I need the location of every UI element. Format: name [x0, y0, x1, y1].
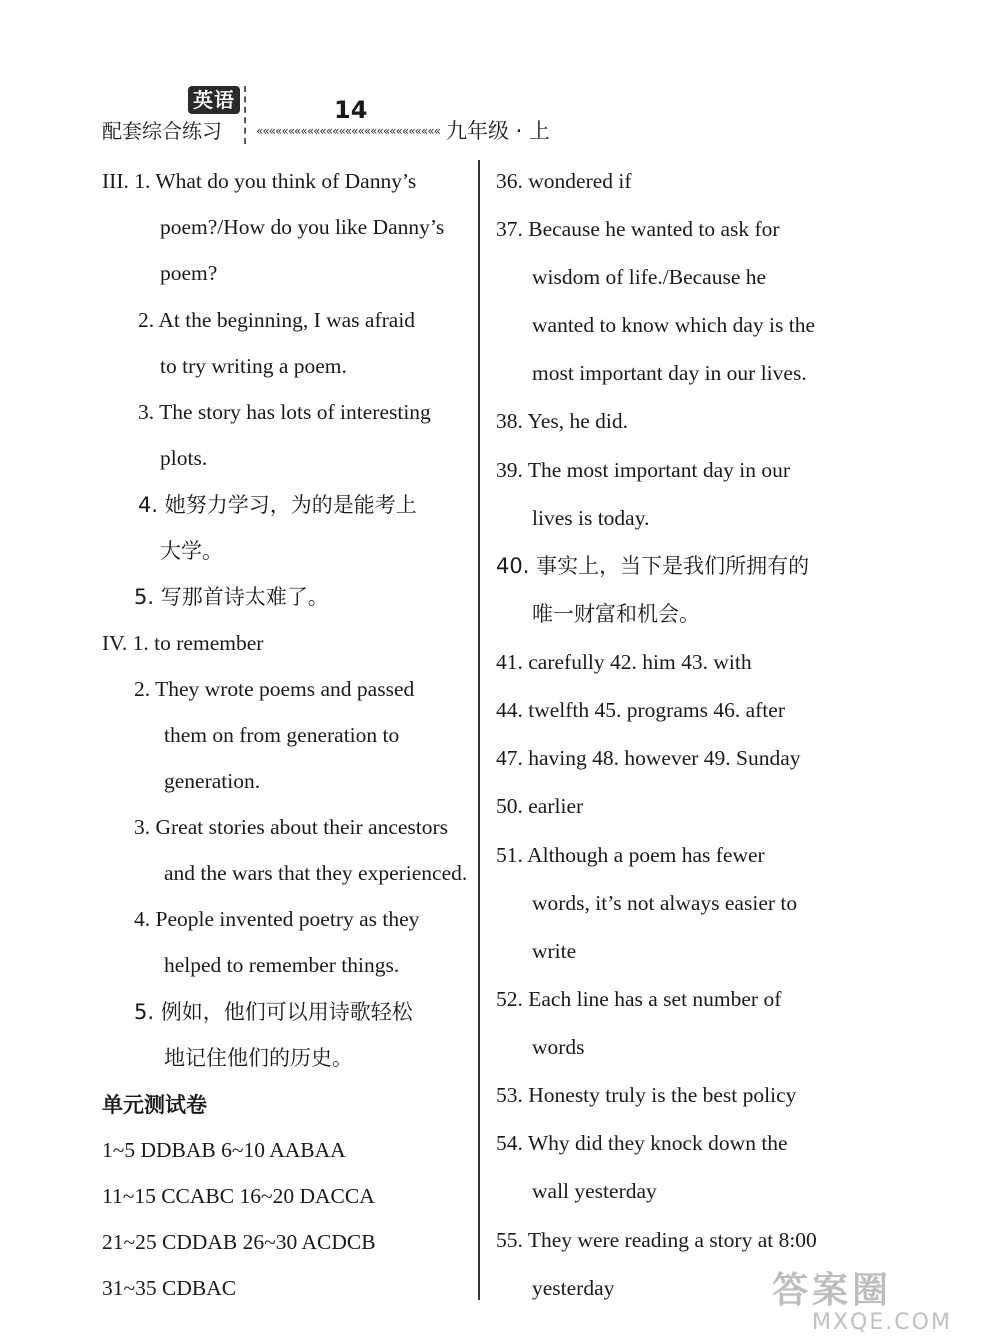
answer-line: words, it’s not always easier to: [532, 891, 798, 915]
grade-label: 九年级 · 上: [446, 119, 551, 143]
answer-line: 唯一财富和机会。: [532, 602, 700, 626]
page-header: [0, 0, 1000, 160]
answer-line: 52. Each line has a set number of: [496, 987, 782, 1011]
answer-line: wanted to know which day is the: [532, 313, 816, 337]
watermark-url: MXQE.COM: [812, 1310, 952, 1335]
answer-line: 53. Honesty truly is the best policy: [496, 1083, 797, 1107]
answer-line: 40. 事实上，当下是我们所拥有的: [496, 554, 810, 578]
answer-line: 2. They wrote poems and passed: [134, 677, 415, 701]
watermark-logo: [772, 1262, 990, 1338]
answer-line: 2. At the beginning, I was afraid: [138, 308, 416, 332]
answer-line: them on from generation to: [164, 723, 400, 747]
answer-line: most important day in our lives.: [532, 361, 807, 385]
answer-line: poem?/How do you like Danny’s: [160, 215, 445, 239]
answer-line: 4. 她努力学习，为的是能考上: [138, 493, 417, 517]
answer-line: 51. Although a poem has fewer: [496, 843, 765, 867]
answer-line: helped to remember things.: [164, 953, 400, 977]
answer-line: words: [532, 1035, 585, 1059]
answer-line: wisdom of life./Because he: [532, 265, 767, 289]
answer-line: 5. 写那首诗太难了。: [134, 585, 329, 609]
column-divider: [478, 160, 480, 1300]
answer-line: 41. carefully 42. him 43. with: [496, 650, 752, 674]
arrow-decoration: «««««««««««««««««««««««««««««: [256, 124, 440, 138]
answer-line: plots.: [160, 446, 208, 470]
answer-line: 1~5 DDBAB 6~10 AABAA: [102, 1138, 346, 1162]
answer-line: 地记住他们的历史。: [164, 1046, 353, 1070]
answer-line: yesterday: [532, 1276, 615, 1300]
answer-line: 44. twelfth 45. programs 46. after: [496, 698, 785, 722]
series-title: 配套综合练习: [102, 119, 222, 143]
answer-line: 37. Because he wanted to ask for: [496, 217, 780, 241]
answer-line: and the wars that they experienced.: [164, 861, 468, 885]
answer-line: 5. 例如，他们可以用诗歌轻松: [134, 1000, 413, 1024]
answer-line: 36. wondered if: [496, 169, 632, 193]
answer-line: 39. The most important day in our: [496, 458, 790, 482]
answer-line: 47. having 48. however 49. Sunday: [496, 746, 801, 770]
answer-line: poem?: [160, 261, 218, 285]
answer-line: 38. Yes, he did.: [496, 409, 629, 433]
answer-line: 54. Why did they knock down the: [496, 1131, 788, 1155]
answer-line: wall yesterday: [532, 1179, 657, 1203]
section-heading: 单元测试卷: [102, 1093, 207, 1117]
answer-line: 3. The story has lots of interesting: [138, 400, 431, 424]
answer-line: lives is today.: [532, 506, 650, 530]
page-number: 14: [334, 96, 368, 124]
answer-line: 21~25 CDDAB 26~30 ACDCB: [102, 1230, 376, 1254]
watermark-text: 答案圈: [772, 1270, 893, 1311]
answer-line: generation.: [164, 769, 261, 793]
answer-line: 3. Great stories about their ancestors: [134, 815, 449, 839]
header-divider: [244, 86, 246, 144]
answer-line: write: [532, 939, 577, 963]
answer-line: 4. People invented poetry as they: [134, 907, 420, 931]
answer-line: 11~15 CCABC 16~20 DACCA: [102, 1184, 375, 1208]
answer-line: 50. earlier: [496, 794, 584, 818]
answer-line: IV. 1. to remember: [102, 631, 264, 655]
answer-line: 55. They were reading a story at 8:00: [496, 1228, 817, 1252]
answer-line: III. 1. What do you think of Danny’s: [102, 169, 417, 193]
answer-line: to try writing a poem.: [160, 354, 347, 378]
answer-line: 31~35 CDBAC: [102, 1276, 237, 1300]
subject-logo: 英语: [188, 86, 240, 114]
answer-line: 大学。: [160, 539, 223, 563]
